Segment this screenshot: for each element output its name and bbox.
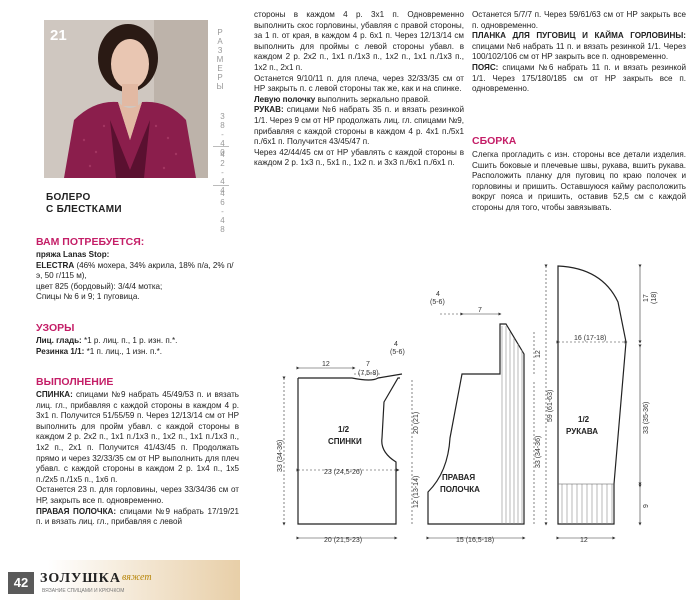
col2-text-1: стороны в каждом 4 р. 3х1 п. Одновременно выполнить скос горловины, убавляя с правой стороны, за 1 п. от края, в каждом 4 р. 6х1 п. Через 12/13/14 см выполнить для проймы с левой стороны убавл. в каждом 2 р. 2х2 п., 1х1 п./1х3 п., 1х2 п., 1х1 п./1х3 п., 1х2 п., 2х1 п. bbox=[254, 10, 464, 72]
back-text: спицами №9 набрать 45/49/53 п. и вязать лиц. гл., прибавляя с каждой стороны в каждом 4 р. 3х1 п. Получится 51/55/59 п. Через 12/13/14 см от НР выполнить для пройм убавл. с каждой стороны в каждом 2 р. 2х2 п., 1х1 п./1х3 п., 1х2 п., 1х1 п./1х3 п., 1х2 п., 2х1 п. Получится 41/43/45 п. Продолжать прямо и через 32/33/35 см от НР выполнить для плеч убавл. с каждой стороны в каждом 2 р. 1х4 п., 1х5 п./2х5 п./1х5 п., 1х6 п. bbox=[36, 390, 239, 484]
patterns-block bbox=[36, 336, 239, 357]
dim-sleeve-cuff: 9 bbox=[643, 504, 650, 508]
pattern1-text: *1 р. лиц. п., 1 р. изн. п.*. bbox=[81, 336, 178, 345]
model-number: 21 bbox=[50, 27, 67, 44]
execution-heading: ВЫПОЛНЕНИЕ bbox=[36, 376, 114, 388]
yarn-description: (46% мохера, 34% акрила, 18% п/а, 2% п/э, 50 г/115 м), bbox=[36, 260, 234, 281]
execution-block bbox=[36, 390, 239, 528]
dim-sleeve-width: 16 (17-18) bbox=[574, 335, 607, 342]
front-placket-ribbing bbox=[502, 326, 522, 524]
size-value-2: 42-44 bbox=[218, 150, 227, 195]
dim-back-top-label: 12 bbox=[322, 361, 330, 368]
dim-back-drop: 4 bbox=[394, 341, 398, 348]
dim-back-drop-sub: (5-6) bbox=[390, 349, 405, 356]
sleeve-name-2: РУКАВА bbox=[566, 427, 599, 436]
needles: Спицы № 6 и 9; 1 пуговица. bbox=[36, 292, 140, 302]
dim-front-shoulder: 7 bbox=[478, 307, 482, 314]
brand-name: ЗОЛУШКА bbox=[40, 571, 121, 586]
belt-label: ПОЯС: bbox=[472, 62, 499, 72]
back-label: СПИНКА: bbox=[36, 390, 73, 399]
dim-back-bottom: 20 (21,5-23) bbox=[324, 537, 363, 544]
sleeve-text-2: Через 42/44/45 см от НР убавлять с каждой стороны в каждом 2 р. 1х3 п., 5х1 п., 1х2 п. и 3х3 п./6х1 п./6х1 п. bbox=[254, 147, 464, 168]
back-piece-outline bbox=[298, 378, 400, 524]
dim-back-shoulder: 7 bbox=[366, 361, 370, 368]
dim-back-shoulder-sub: (7,5-8) bbox=[358, 370, 379, 377]
dim-back-armhole: 20 (21) bbox=[413, 411, 420, 434]
model-title bbox=[46, 192, 122, 216]
yarn-label: пряжа Lanas Stop: bbox=[36, 250, 110, 259]
dim-sleeve-body: 33 (35-36) bbox=[643, 401, 650, 434]
yarn-name: ELECTRA bbox=[36, 260, 75, 270]
pattern2-label: Резинка 1/1: bbox=[36, 346, 85, 356]
right-front-text: спицами №9 набрать 17/19/21 п. и вязать лиц. гл., прибавляя с левой bbox=[36, 506, 239, 527]
dim-front-total: 33 (34-36) bbox=[535, 435, 542, 468]
front-name-2: ПОЛОЧКА bbox=[440, 485, 480, 494]
brand-script: вяжет bbox=[122, 572, 152, 583]
left-front-text: выполнить зеркально правой. bbox=[315, 94, 431, 104]
sleeve-cuff-ribbing bbox=[562, 484, 612, 524]
yarn-color: цвет 825 (бордовый): 3/4/4 мотка; bbox=[36, 281, 163, 291]
model-photo bbox=[44, 20, 208, 178]
belt-text: спицами №6 набрать 11 п. и вязать резинкой 1/1. Через 175/180/185 см от НР закрыть все п. одновременно. bbox=[472, 62, 686, 94]
back-neck bbox=[298, 374, 402, 380]
sleeve-name-1: 1/2 bbox=[578, 415, 590, 424]
model-title-line1: БОЛЕРО bbox=[46, 192, 91, 203]
sleeve-label: РУКАВ: bbox=[254, 105, 284, 115]
placket-label: ПЛАНКА ДЛЯ ПУГОВИЦ И КАЙМА ГОРЛОВИНЫ: bbox=[472, 31, 686, 41]
brand-subtitle: ВЯЗАНИЕ СПИЦАМИ И КРЮЧКОМ bbox=[42, 588, 125, 594]
patterns-heading: УЗОРЫ bbox=[36, 322, 75, 334]
pattern-diagram bbox=[262, 262, 692, 552]
model-title-line2: С БЛЕСТКАМИ bbox=[46, 204, 122, 215]
right-front-label: ПРАВАЯ ПОЛОЧКА: bbox=[36, 506, 117, 516]
dim-sleeve-bottom: 12 bbox=[580, 537, 588, 544]
dim-back-side: 12 (13-14) bbox=[413, 475, 420, 508]
materials-block bbox=[36, 250, 239, 303]
size-divider bbox=[213, 185, 229, 186]
sizes-label-text: РАЗМЕРЫ bbox=[215, 28, 225, 91]
dim-front-bottom: 15 (16,5-18) bbox=[456, 537, 495, 544]
dim-sleeve-top: 17 bbox=[643, 294, 650, 302]
model-illustration bbox=[44, 20, 208, 178]
back-text-2: Останется 23 п. для горловины, через 33/34/36 см от НР, закрыть все п. одновременно. bbox=[36, 485, 239, 505]
dim-front-neck: 12 bbox=[535, 350, 542, 358]
dim-sleeve-top-sub: (18) bbox=[651, 291, 658, 304]
dim-front-drop: 4 bbox=[436, 291, 440, 298]
assembly-text: Слегка прогладить с изн. стороны все детали изделия. Сшить боковые и плечевые швы, рукава, вшить рукава. Расположить планку для пуговиц по краю полочек и горловины и пришить. Оставшуюся кайму расположить вокруг пояса и пришить, оставив 52,5 см с каждой стороны для того, чтобы завязывать. bbox=[472, 150, 686, 212]
col3-text-1: Останется 5/7/7 п. Через 59/61/63 см от НР закрыть все п. одновременно. bbox=[472, 10, 686, 30]
dim-sleeve-total: 59 (61-63) bbox=[547, 389, 554, 422]
assembly-heading: СБОРКА bbox=[472, 135, 517, 147]
back-name-1: 1/2 bbox=[338, 425, 350, 434]
col2-text-2: Останется 9/10/11 п. для плеча, через 32/33/35 см от НР закрыть п. с левой стороны так же, как и на спинке. bbox=[254, 73, 464, 94]
front-piece-outline bbox=[428, 324, 524, 524]
page-number: 42 bbox=[8, 572, 34, 594]
placket-text: спицами №6 набрать 11 п. и вязать резинкой 1/1. Через 100/102/106 см от НР закрыть все п. одновременно. bbox=[472, 41, 686, 62]
dim-back-height: 33 (34-36) bbox=[277, 439, 284, 472]
back-name-2: СПИНКИ bbox=[328, 437, 362, 446]
size-value-1: 38-40 bbox=[218, 112, 227, 157]
dim-front-drop-sub: (5-6) bbox=[430, 299, 445, 306]
left-front-label: Левую полочку bbox=[254, 94, 316, 104]
dim-back-chest: 23 (24,5-26) bbox=[324, 469, 363, 476]
pattern2-text: *1 п. лиц., 1 изн. п.*. bbox=[84, 346, 162, 356]
size-divider bbox=[213, 146, 229, 147]
column2-block bbox=[254, 10, 464, 169]
size-value-3: 46-48 bbox=[218, 189, 227, 234]
materials-heading: ВАМ ПОТРЕБУЕТСЯ: bbox=[36, 236, 145, 248]
column3-block bbox=[472, 10, 686, 95]
sleeve-text: спицами №6 набрать 35 п. и вязать резинкой 1/1. Через 9 см от НР продолжать лиц. гл. спицами №9, прибавляя с каждой стороны в каждом 4 р. 4х1 п./5х1 п./6х1 п. Получится 43/45/47 п. bbox=[254, 105, 464, 147]
sizes-label bbox=[214, 28, 226, 94]
pattern1-label: Лиц. гладь: bbox=[36, 336, 82, 345]
front-name-1: ПРАВАЯ bbox=[442, 473, 476, 482]
